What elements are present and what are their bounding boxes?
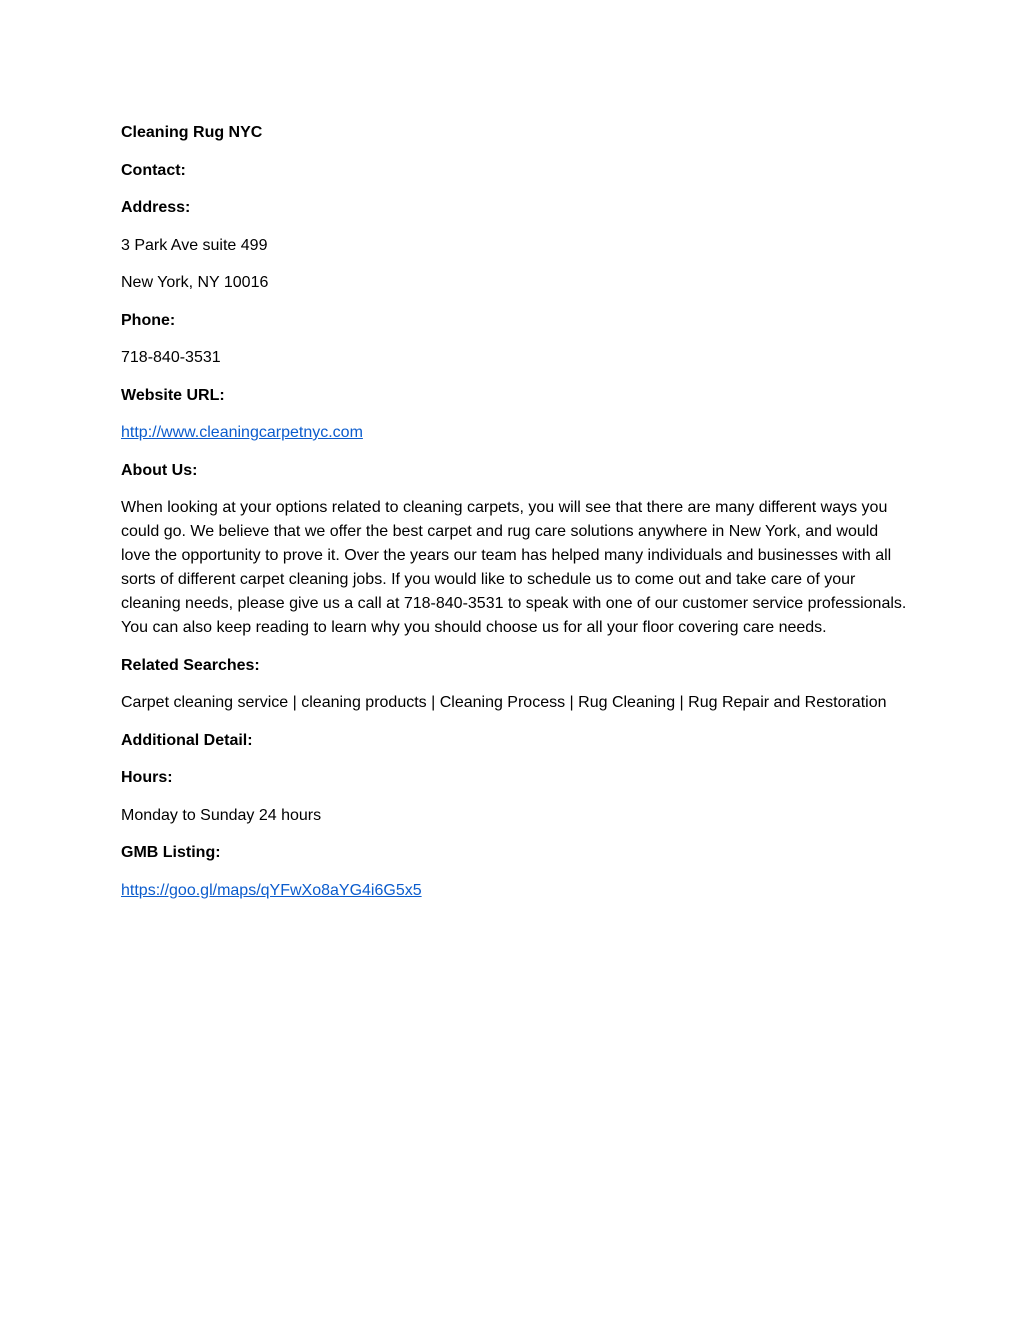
contact-heading: Contact: [121,161,186,179]
additional-detail-heading: Additional Detail: [121,731,253,749]
website-heading: Website URL: [121,386,225,404]
hours-value: Monday to Sunday 24 hours [121,806,322,824]
hours-heading: Hours: [121,769,173,786]
gmb-link[interactable]: https://goo.gl/maps/qYFwXo8aYG4i6G5x5 [121,881,422,899]
address-line-1: 3 Park Ave suite 499 [121,236,268,254]
document-title: Cleaning Rug NYC [121,124,263,141]
related-searches-heading: Related Searches: [121,656,260,674]
address-heading: Address: [121,199,191,216]
gmb-heading: GMB Listing: [121,844,221,861]
about-paragraph: When looking at your options related to cleaning carpets, you will see that there are many different ways you could go. We believe that we offer the best carpet and rug care solutions anywhere in New York, and would love the opportunity to prove it. Over the years our team has helped many individuals and businesses with all sorts of different carpet cleaning jobs. If you would like to schedule us to come out and take care of your cleaning needs, please give us a call at 718-840-3531 to speak with one of our customer service professionals. You can also keep reading to learn why you should choose us for all your floor covering care needs. [121,499,907,636]
address-line-2: New York, NY 10016 [121,274,269,291]
related-searches-text: Carpet cleaning service | cleaning products | Cleaning Process | Rug Cleaning | Rug Repair and Restoration [121,694,887,711]
document-page [121,121,911,916]
website-link[interactable]: http://www.cleaningcarpetnyc.com [121,424,363,441]
about-heading: About Us: [121,461,198,479]
phone-number: 718-840-3531 [121,349,221,366]
phone-heading: Phone: [121,311,176,329]
